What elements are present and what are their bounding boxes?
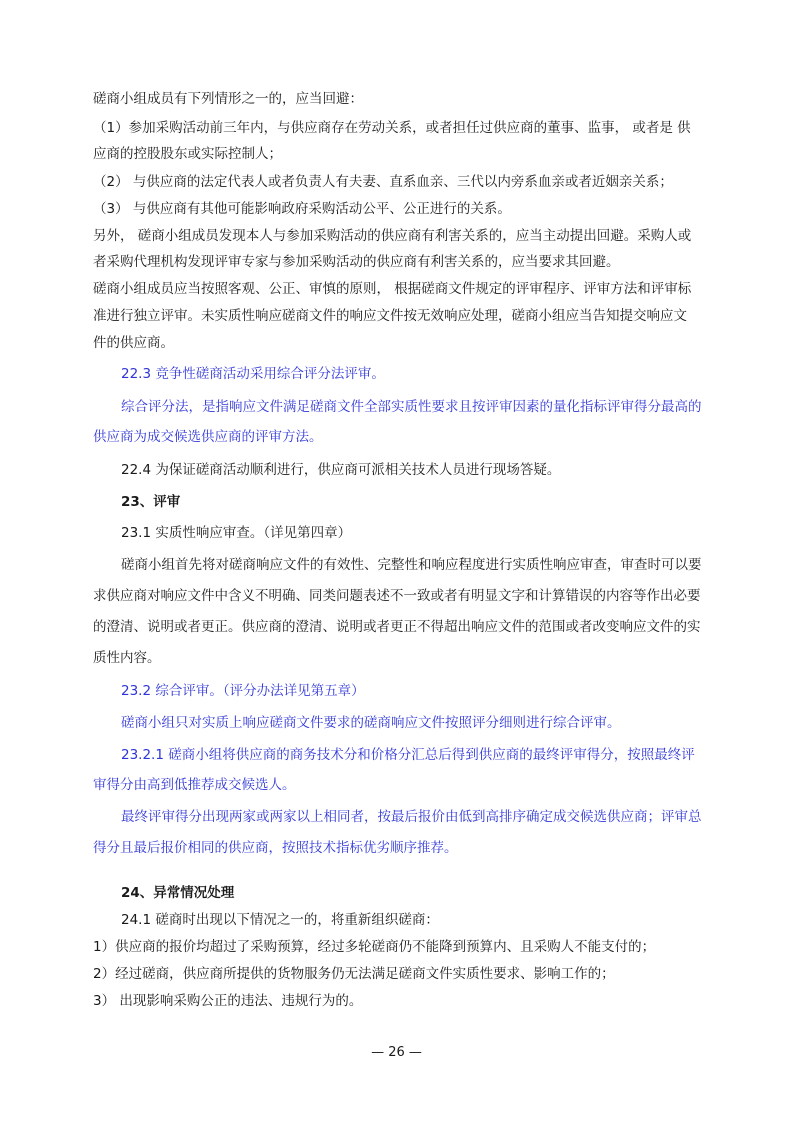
text-line: 件的供应商。 xyxy=(93,335,174,351)
section-24-1: 24.1 磋商时出现以下情况之一的，将重新组织磋商： xyxy=(121,912,439,928)
section-23-2-1: 23.2.1 磋商小组将供应商的商务技术分和价格分汇总后得到供应商的最终评审得分，按照最终评 xyxy=(121,747,695,763)
text-line-highlight: 综合评分法，是指响应文件满足磋商文件全部实质性要求且按评审因素的量化指标评审得分最高的 xyxy=(121,399,702,415)
text-line: （1）参加采购活动前三年内，与供应商存在劳动关系，或者担任过供应商的董事、监事， 或者是 供 xyxy=(93,120,691,136)
text-line-highlight: 审得分由高到低推荐成交候选人。 xyxy=(93,777,296,793)
text-line: 质性内容。 xyxy=(93,650,161,666)
text-line: 求供应商对响应文件中含义不明确、同类问题表述不一致或者有明显文字和计算错误的内容等作出必要 xyxy=(93,588,701,604)
text-line: （3） 与供应商有其他可能影响政府采购活动公平、公正进行的关系。 xyxy=(93,201,511,217)
text-line-highlight: 得分且最后报价相同的供应商，按照技术指标优劣顺序推荐。 xyxy=(93,840,458,856)
text-line: 应商的控股股东或实际控制人； xyxy=(93,146,282,162)
page-number: — 26 — xyxy=(371,1045,422,1060)
list-item: 3） 出现影响采购公正的违法、违规行为的。 xyxy=(93,993,363,1009)
text-line: 另外， 磋商小组成员发现本人与参加采购活动的供应商有利害关系的，应当主动提出回避。采购人或 xyxy=(93,228,692,244)
text-line: 的澄清、说明或者更正。供应商的澄清、说明或者更正不得超出响应文件的范围或者改变响应文件的实 xyxy=(93,619,701,635)
section-23-1-heading: 23.1 实质性响应审查。（详见第四章） xyxy=(121,525,352,541)
text-line-highlight: 供应商为成交候选供应商的评审方法。 xyxy=(93,429,323,445)
section-22-3-heading: 22.3 竞争性磋商活动采用综合评分法评审。 xyxy=(121,366,385,382)
text-line: 者采购代理机构发现评审专家与参加采购活动的供应商有利害关系的，应当要求其回避。 xyxy=(93,254,620,270)
text-line: （2） 与供应商的法定代表人或者负责人有夫妻、直系血亲、三代以内旁系血亲或者近姻亲关系； xyxy=(93,174,673,190)
text-line: 磋商小组首先将对磋商响应文件的有效性、完整性和响应程度进行实质性响应审查，审查时可以要 xyxy=(121,557,702,573)
list-item: 1）供应商的报价均超过了采购预算，经过多轮磋商仍不能降到预算内、且采购人不能支付的； xyxy=(93,939,656,955)
section-23-2-heading: 23.2 综合评审。（评分办法详见第五章） xyxy=(121,683,365,699)
section-22-4: 22.4 为保证磋商活动顺利进行，供应商可派相关技术人员进行现场答疑。 xyxy=(121,462,561,478)
section-23-heading: 23、评审 xyxy=(121,494,181,510)
list-item: 2）经过磋商，供应商所提供的货物服务仍无法满足磋商文件实质性要求、影响工作的； xyxy=(93,966,615,982)
text-line-highlight: 磋商小组只对实质上响应磋商文件要求的磋商响应文件按照评分细则进行综合评审。 xyxy=(121,715,621,731)
text-line-highlight: 最终评审得分出现两家或两家以上相同者，按最后报价由低到高排序确定成交候选供应商；评审总 xyxy=(121,809,702,825)
text-line: 磋商小组成员应当按照客观、公正、审慎的原则， 根据磋商文件规定的评审程序、评审方法和评审标 xyxy=(93,281,692,297)
text-line: 准进行独立评审。未实质性响应磋商文件的响应文件按无效响应处理，磋商小组应当告知提交响应文 xyxy=(93,308,687,324)
section-24-heading: 24、异常情况处理 xyxy=(121,885,235,901)
text-line: 磋商小组成员有下列情形之一的，应当回避： xyxy=(93,91,363,107)
